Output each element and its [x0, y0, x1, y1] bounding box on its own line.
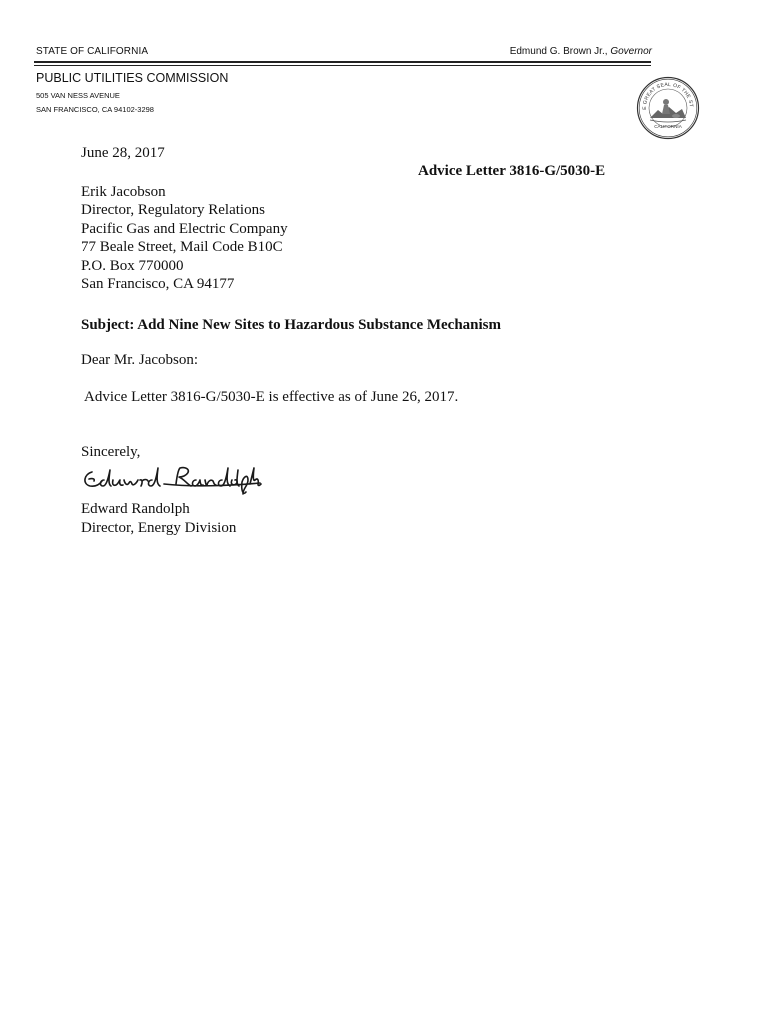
agency-address-line2: SAN FRANCISCO, CA 94102-3298 [36, 105, 154, 114]
governor-name: Edmund G. Brown Jr., [509, 46, 608, 57]
handwritten-signature [80, 462, 262, 498]
addressee-block [81, 183, 288, 293]
agency-name: PUBLIC UTILITIES COMMISSION [36, 71, 229, 85]
header-rule-thick [34, 61, 651, 63]
addressee-line: 77 Beale Street, Mail Code B10C [81, 239, 283, 256]
letter-body: Advice Letter 3816-G/5030-E is effective as of June 26, 2017. [84, 389, 459, 405]
addressee-line: Erik Jacobson [81, 184, 166, 200]
signer-title: Director, Energy Division [81, 520, 237, 536]
addressee-line: P.O. Box 770000 [81, 257, 184, 274]
addressee-line: Pacific Gas and Electric Company [81, 220, 288, 237]
agency-address-line1: 505 VAN NESS AVENUE [36, 91, 120, 100]
svg-text:CALIFORNIA: CALIFORNIA [654, 124, 682, 129]
svg-text:THE GREAT SEAL OF THE STATE: E GREAT SEAL OF THE ST [641, 81, 694, 110]
state-label: STATE OF CALIFORNIA [36, 46, 149, 57]
signer-name: Edward Randolph [81, 501, 190, 517]
california-seal-icon [636, 76, 700, 140]
header-rule-thin [34, 65, 651, 66]
addressee-line: Director, Regulatory Relations [81, 202, 265, 219]
advice-letter-reference: Advice Letter 3816-G/5030-E [418, 163, 606, 179]
closing: Sincerely, [81, 444, 141, 460]
governor-title: Governor [610, 46, 652, 57]
salutation: Dear Mr. Jacobson: [81, 352, 199, 368]
letter-subject: Subject: Add Nine New Sites to Hazardous Substance Mechanism [81, 317, 502, 333]
letter-date: June 28, 2017 [81, 145, 165, 161]
addressee-line: San Francisco, CA 94177 [81, 276, 235, 293]
governor-label [510, 46, 652, 57]
